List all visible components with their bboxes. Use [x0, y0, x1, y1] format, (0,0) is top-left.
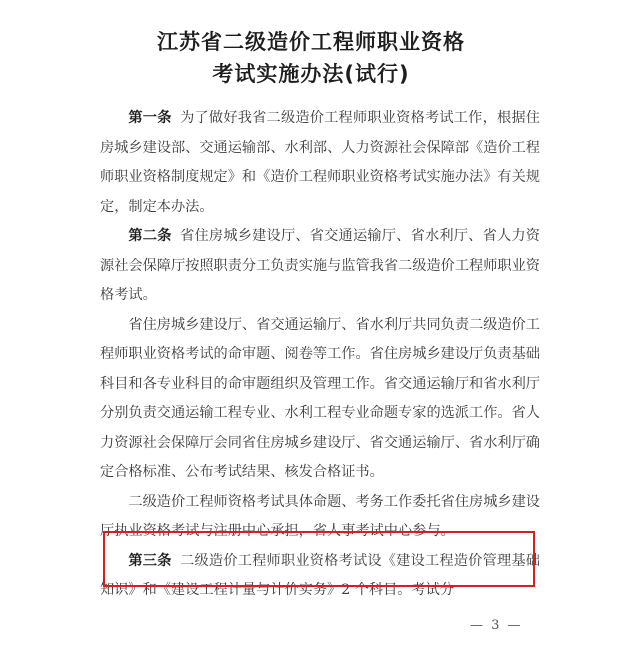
paragraph-text: 省住房城乡建设厅、省交通运输厅、省水利厅、省人力资源社会保障厅按照职责分工负责实施与监管我省二级造价工程师职业资格考试。: [100, 228, 540, 303]
paragraph-article-2: [100, 222, 540, 311]
document-title-line-2: 考试实施办法(试行): [212, 62, 410, 86]
page-number: — 3 —: [470, 618, 523, 633]
article-number: 第一条: [128, 110, 172, 126]
paragraph-article-1: [100, 104, 540, 222]
paragraph-article-2-part-2: [100, 311, 540, 488]
paragraph-text: 二级造价工程师资格考试具体命题、考务工作委托省住房城乡建设厅执业资格考试与注册中心承担，省人事考试中心参与。: [100, 493, 540, 539]
article-number: 第二条: [128, 228, 172, 244]
paragraph-text: 二级造价工程师职业资格考试设《建设工程造价管理基础知识》和《建设工程计量与计价实务》2 个科目。考试分: [100, 552, 540, 598]
paragraph-text: 省住房城乡建设厅、省交通运输厅、省水利厅共同负责二级造价工程师职业资格考试的命审题、阅卷等工作。省住房城乡建设厅负责基础科目和各专业科目的命审题组织及管理工作。省交通运输厅和省水利厅分别负责交通运输工程专业、水利工程专业命题专家的选派工作。省人力资源社会保障厅会同省住房城乡建设厅、省交通运输厅、省水利厅确定合格标准、公布考试结果、核发合格证书。: [100, 316, 540, 480]
red-highlight-box: [103, 531, 535, 587]
document-title-line-1: 江苏省二级造价工程师职业资格: [157, 30, 465, 54]
article-number: 第三条: [128, 552, 172, 569]
paragraph-text: 为了做好我省二级造价工程师职业资格考试工作，根据住房城乡建设部、交通运输部、水利部、人力资源社会保障部《造价工程师职业资格制度规定》和《造价工程师职业资格考试实施办法》有关规定，制定本办法。: [100, 110, 540, 215]
